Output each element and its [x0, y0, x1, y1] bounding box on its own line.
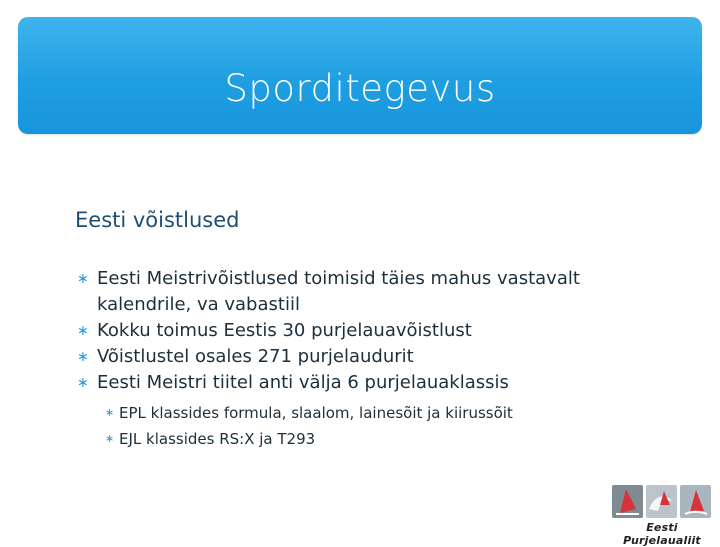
sub-bullet-text: EPL klassides formula, slaalom, lainesõit ja kiirussõit [119, 404, 513, 422]
bullet-item [77, 344, 677, 370]
bullet-text: Eesti Meistri tiitel anti välja 6 purjelauaklassis [97, 372, 509, 393]
bullet-item [77, 266, 677, 318]
section-heading: Eesti võistlused [75, 208, 240, 232]
bullet-text: Võistlustel osales 271 purjelaudurit [97, 346, 414, 367]
logo-text: Eesti Purjelaualiit [623, 521, 701, 547]
sub-bullet-list [105, 400, 677, 452]
sub-bullet-star-icon: ∗ [105, 406, 115, 419]
bullet-text: Kokku toimus Eestis 30 purjelauavõistlust [97, 320, 472, 341]
title-banner [18, 17, 702, 134]
sub-bullet-star-icon: ∗ [105, 432, 115, 445]
sub-bullet-text: EJL klassides RS:X ja T293 [119, 430, 316, 448]
logo-tile-windsurf-icon [612, 485, 643, 518]
bullet-star-icon: ∗ [77, 375, 89, 391]
bullet-text: Eesti Meistrivõistlused toimisid täies mahus vastavalt kalendrile, va vabastiil [97, 268, 580, 315]
sub-bullet-item [105, 426, 677, 452]
logo-tile-sail-icon [680, 485, 711, 518]
bullet-item [77, 318, 677, 344]
logo-tile-wave-icon [646, 485, 677, 518]
slide-title: Sporditegevus [224, 67, 496, 110]
sub-bullet-item [105, 400, 677, 426]
logo [610, 485, 710, 547]
bullet-star-icon: ∗ [77, 271, 89, 287]
bullet-star-icon: ∗ [77, 349, 89, 365]
bullet-star-icon: ∗ [77, 323, 89, 339]
bullet-item [77, 370, 677, 396]
bullet-list [77, 266, 677, 452]
